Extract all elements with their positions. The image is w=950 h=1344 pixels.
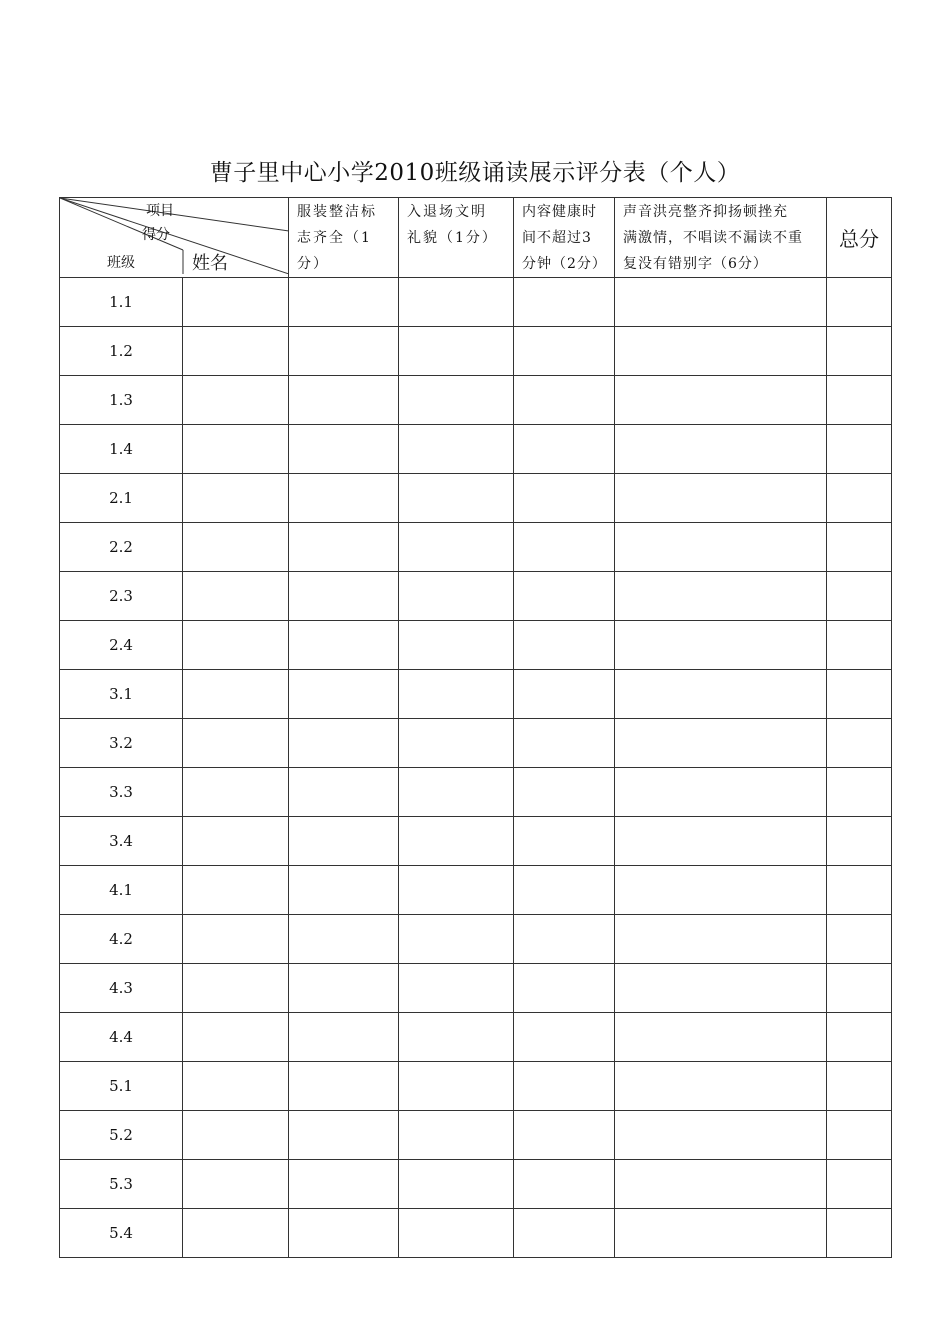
class-cell: 4.4 [60, 1013, 183, 1062]
etiquette-score-cell[interactable] [399, 278, 514, 327]
etiquette-score-cell[interactable] [399, 1013, 514, 1062]
etiquette-score-cell[interactable] [399, 670, 514, 719]
header-etiquette: 入退场文明 礼貌（1分） [399, 198, 514, 278]
attire-score-cell[interactable] [289, 572, 399, 621]
name-cell[interactable] [183, 621, 289, 670]
total-score-cell[interactable] [827, 670, 892, 719]
total-score-cell[interactable] [827, 621, 892, 670]
etiquette-score-cell[interactable] [399, 768, 514, 817]
etiquette-score-cell[interactable] [399, 474, 514, 523]
total-score-cell[interactable] [827, 964, 892, 1013]
attire-score-cell[interactable] [289, 1111, 399, 1160]
content-score-cell[interactable] [514, 964, 615, 1013]
etiquette-score-cell[interactable] [399, 1160, 514, 1209]
total-score-cell[interactable] [827, 719, 892, 768]
etiquette-score-cell[interactable] [399, 572, 514, 621]
attire-score-cell[interactable] [289, 1062, 399, 1111]
header-content-time: 内容健康时 间不超过3 分钟（2分） [514, 198, 615, 278]
name-cell[interactable] [183, 327, 289, 376]
class-cell: 2.3 [60, 572, 183, 621]
total-score-cell[interactable] [827, 376, 892, 425]
score-table [59, 197, 892, 1258]
voice-score-cell[interactable] [615, 817, 827, 866]
name-cell[interactable] [183, 425, 289, 474]
content-score-cell[interactable] [514, 572, 615, 621]
table-row [60, 1062, 892, 1111]
class-cell: 3.2 [60, 719, 183, 768]
score-label: 得分 [142, 227, 170, 243]
voice-score-cell[interactable] [615, 376, 827, 425]
attire-score-cell[interactable] [289, 817, 399, 866]
content-score-cell[interactable] [514, 670, 615, 719]
table-row [60, 621, 892, 670]
class-cell: 4.3 [60, 964, 183, 1013]
content-score-cell[interactable] [514, 768, 615, 817]
etiquette-score-cell[interactable] [399, 1111, 514, 1160]
attire-score-cell[interactable] [289, 523, 399, 572]
table-row [60, 1013, 892, 1062]
content-score-cell[interactable] [514, 817, 615, 866]
table-row [60, 278, 892, 327]
table-row [60, 523, 892, 572]
name-cell[interactable] [183, 1062, 289, 1111]
table-row [60, 376, 892, 425]
total-score-cell[interactable] [827, 1111, 892, 1160]
voice-score-cell[interactable] [615, 1062, 827, 1111]
item-label: 项目 [146, 203, 174, 219]
voice-score-cell[interactable] [615, 1111, 827, 1160]
voice-score-cell[interactable] [615, 474, 827, 523]
content-score-cell[interactable] [514, 278, 615, 327]
name-cell[interactable] [183, 278, 289, 327]
diagonal-lines [60, 198, 289, 274]
attire-score-cell[interactable] [289, 719, 399, 768]
attire-score-cell[interactable] [289, 376, 399, 425]
table-row [60, 670, 892, 719]
content-score-cell[interactable] [514, 327, 615, 376]
class-cell: 2.4 [60, 621, 183, 670]
class-cell: 1.1 [60, 278, 183, 327]
content-score-cell[interactable] [514, 1013, 615, 1062]
total-score-cell[interactable] [827, 866, 892, 915]
content-score-cell[interactable] [514, 621, 615, 670]
content-score-cell[interactable] [514, 866, 615, 915]
class-cell: 2.2 [60, 523, 183, 572]
etiquette-score-cell[interactable] [399, 915, 514, 964]
voice-score-cell[interactable] [615, 1209, 827, 1258]
voice-score-cell[interactable] [615, 1013, 827, 1062]
class-cell: 2.1 [60, 474, 183, 523]
class-cell: 3.4 [60, 817, 183, 866]
total-score-cell[interactable] [827, 1062, 892, 1111]
etiquette-score-cell[interactable] [399, 964, 514, 1013]
total-score-cell[interactable] [827, 327, 892, 376]
voice-score-cell[interactable] [615, 768, 827, 817]
voice-score-cell[interactable] [615, 572, 827, 621]
attire-score-cell[interactable] [289, 1209, 399, 1258]
voice-score-cell[interactable] [615, 670, 827, 719]
etiquette-score-cell[interactable] [399, 425, 514, 474]
voice-score-cell[interactable] [615, 719, 827, 768]
total-score-cell[interactable] [827, 1160, 892, 1209]
name-label: 姓名 [192, 253, 228, 274]
name-cell[interactable] [183, 572, 289, 621]
header-attire: 服装整洁标 志齐全（1 分） [289, 198, 399, 278]
content-score-cell[interactable] [514, 719, 615, 768]
total-score-cell[interactable] [827, 425, 892, 474]
name-cell[interactable] [183, 1160, 289, 1209]
class-cell: 5.3 [60, 1160, 183, 1209]
attire-score-cell[interactable] [289, 915, 399, 964]
name-cell[interactable] [183, 523, 289, 572]
etiquette-score-cell[interactable] [399, 621, 514, 670]
class-cell: 3.3 [60, 768, 183, 817]
table-row [60, 866, 892, 915]
attire-score-cell[interactable] [289, 768, 399, 817]
table-row [60, 1160, 892, 1209]
table-row [60, 572, 892, 621]
total-score-cell[interactable] [827, 474, 892, 523]
attire-score-cell[interactable] [289, 327, 399, 376]
etiquette-score-cell[interactable] [399, 866, 514, 915]
table-row [60, 474, 892, 523]
name-cell[interactable] [183, 866, 289, 915]
total-score-cell[interactable] [827, 278, 892, 327]
voice-score-cell[interactable] [615, 278, 827, 327]
attire-score-cell[interactable] [289, 670, 399, 719]
class-cell: 5.1 [60, 1062, 183, 1111]
table-row [60, 327, 892, 376]
header-total: 总分 [827, 198, 892, 278]
name-cell[interactable] [183, 1209, 289, 1258]
attire-score-cell[interactable] [289, 278, 399, 327]
content-score-cell[interactable] [514, 1160, 615, 1209]
page-title: 曹子里中心小学2010班级诵读展示评分表（个人） [209, 160, 741, 186]
table-row [60, 1111, 892, 1160]
class-cell: 1.2 [60, 327, 183, 376]
name-cell[interactable] [183, 670, 289, 719]
class-label: 班级 [107, 255, 135, 271]
name-cell[interactable] [183, 768, 289, 817]
total-score-cell[interactable] [827, 572, 892, 621]
table-row [60, 817, 892, 866]
diagonal-header-cell [60, 198, 289, 278]
class-cell: 3.1 [60, 670, 183, 719]
content-score-cell[interactable] [514, 474, 615, 523]
name-cell[interactable] [183, 719, 289, 768]
name-cell[interactable] [183, 817, 289, 866]
name-cell[interactable] [183, 376, 289, 425]
attire-score-cell[interactable] [289, 1013, 399, 1062]
voice-score-cell[interactable] [615, 425, 827, 474]
total-score-cell[interactable] [827, 768, 892, 817]
voice-score-cell[interactable] [615, 621, 827, 670]
name-cell[interactable] [183, 915, 289, 964]
total-score-cell[interactable] [827, 1209, 892, 1258]
content-score-cell[interactable] [514, 425, 615, 474]
table-row [60, 425, 892, 474]
attire-score-cell[interactable] [289, 1160, 399, 1209]
voice-score-cell[interactable] [615, 866, 827, 915]
header-voice: 声音洪亮整齐抑扬顿挫充 满激情，不唱读不漏读不重 复没有错别字（6分） [615, 198, 827, 278]
content-score-cell[interactable] [514, 1209, 615, 1258]
etiquette-score-cell[interactable] [399, 719, 514, 768]
attire-score-cell[interactable] [289, 621, 399, 670]
class-cell: 5.4 [60, 1209, 183, 1258]
name-cell[interactable] [183, 474, 289, 523]
etiquette-score-cell[interactable] [399, 376, 514, 425]
voice-score-cell[interactable] [615, 327, 827, 376]
voice-score-cell[interactable] [615, 523, 827, 572]
etiquette-score-cell[interactable] [399, 1062, 514, 1111]
content-score-cell[interactable] [514, 1062, 615, 1111]
class-cell: 1.4 [60, 425, 183, 474]
total-score-cell[interactable] [827, 523, 892, 572]
name-cell[interactable] [183, 1111, 289, 1160]
content-score-cell[interactable] [514, 915, 615, 964]
attire-score-cell[interactable] [289, 425, 399, 474]
class-cell: 1.3 [60, 376, 183, 425]
etiquette-score-cell[interactable] [399, 523, 514, 572]
etiquette-score-cell[interactable] [399, 817, 514, 866]
class-cell: 4.1 [60, 866, 183, 915]
name-cell[interactable] [183, 1013, 289, 1062]
attire-score-cell[interactable] [289, 474, 399, 523]
content-score-cell[interactable] [514, 523, 615, 572]
voice-score-cell[interactable] [615, 915, 827, 964]
etiquette-score-cell[interactable] [399, 1209, 514, 1258]
etiquette-score-cell[interactable] [399, 327, 514, 376]
voice-score-cell[interactable] [615, 1160, 827, 1209]
total-score-cell[interactable] [827, 915, 892, 964]
table-row [60, 1209, 892, 1258]
class-cell: 5.2 [60, 1111, 183, 1160]
attire-score-cell[interactable] [289, 964, 399, 1013]
table-row [60, 915, 892, 964]
total-score-cell[interactable] [827, 1013, 892, 1062]
content-score-cell[interactable] [514, 1111, 615, 1160]
attire-score-cell[interactable] [289, 866, 399, 915]
table-row [60, 719, 892, 768]
table-row [60, 768, 892, 817]
content-score-cell[interactable] [514, 376, 615, 425]
name-cell[interactable] [183, 964, 289, 1013]
class-cell: 4.2 [60, 915, 183, 964]
header-row [60, 198, 892, 278]
voice-score-cell[interactable] [615, 964, 827, 1013]
total-score-cell[interactable] [827, 817, 892, 866]
table-row [60, 964, 892, 1013]
